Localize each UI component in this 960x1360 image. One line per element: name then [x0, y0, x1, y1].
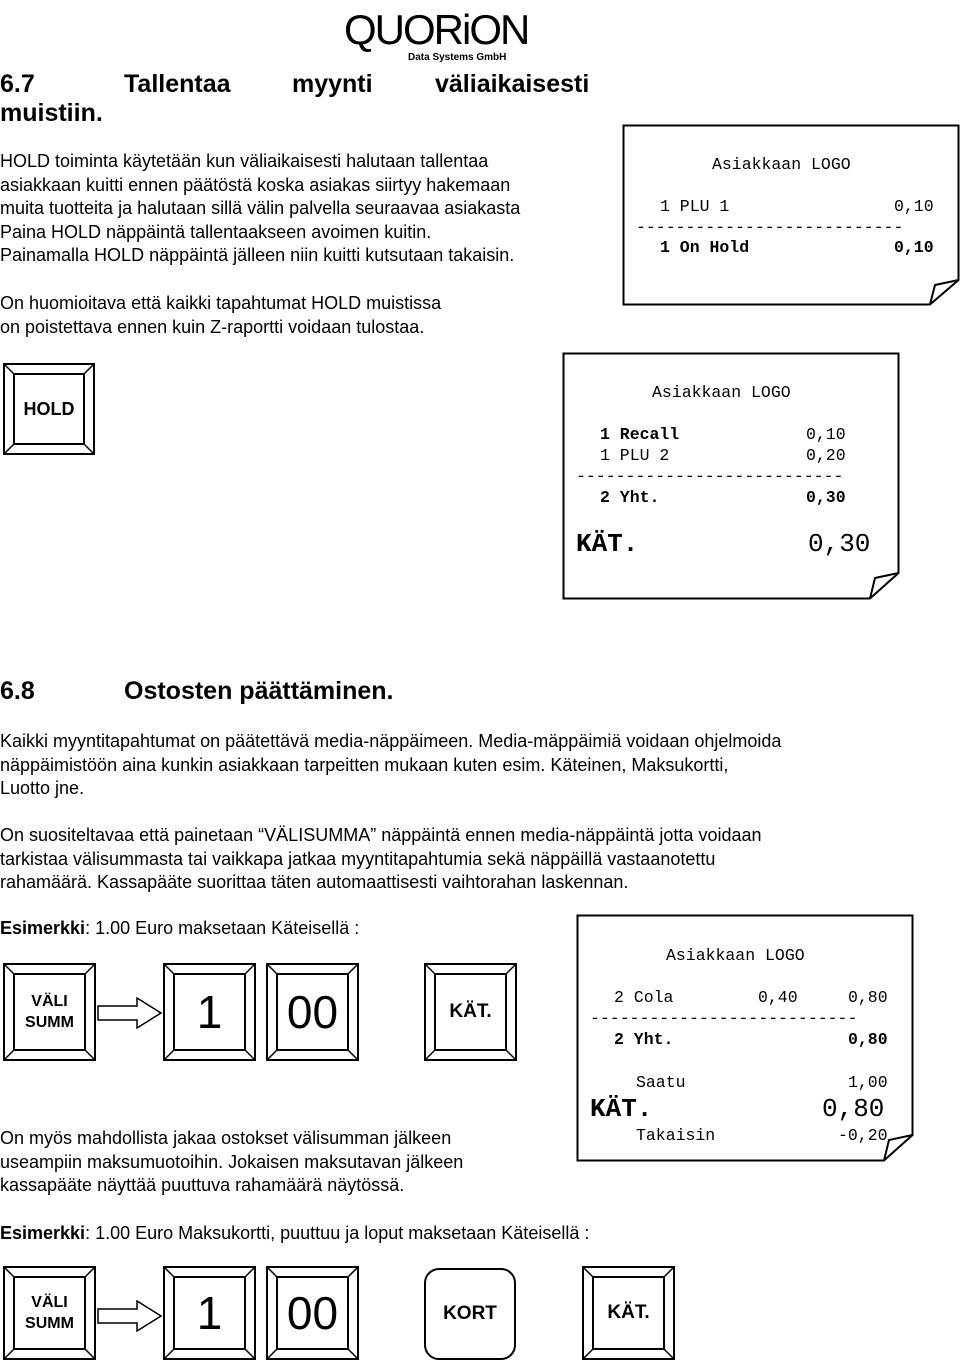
cash-key[interactable]: [582, 1266, 675, 1360]
text-line: useampiin maksumuotoihin. Jokaisen maksutavan jälkeen: [0, 1151, 464, 1172]
receipt-amount: 0,20: [806, 446, 846, 465]
receipt-logo: Asiakkaan LOGO: [712, 155, 851, 174]
text-line: On myös mahdollista jakaa ostokset välisumman jälkeen: [0, 1128, 452, 1148]
text-line: Kaikki myyntitapahtumat on päätettävä media-näppäimeen. Media-mäppäimiä voidaan ohjelmoida: [0, 731, 782, 751]
receipt-item: 2 Cola: [614, 988, 674, 1007]
receipt-on-hold: [622, 124, 960, 306]
text-line: on poistettava ennen kuin Z-raportti voidaan tulostaa.: [0, 316, 425, 337]
receipt-unit-price: 0,40: [758, 988, 798, 1007]
receipt-payment-label: KÄT.: [590, 1094, 653, 1124]
subtotal-key-line2: SUMM: [25, 1315, 74, 1332]
text-line: HOLD toiminta käytetään kun väliaikaisesti halutaan tallentaa: [0, 151, 489, 171]
receipt-logo: Asiakkaan LOGO: [666, 946, 805, 965]
receipt-item: 1 On Hold: [660, 238, 750, 257]
receipt-separator: ---------------------------: [636, 218, 904, 237]
text-line: näppäimistöön aina kunkin asiakkaan tarpeitten mukaan kuten esim. Käteinen, Maksukortti,: [0, 754, 729, 775]
arrow-right-icon: [97, 997, 163, 1029]
example-1: [0, 917, 359, 941]
receipt-item: 1 Recall: [600, 425, 680, 444]
cash-key[interactable]: [424, 963, 517, 1061]
receipt-amount: 0,80: [848, 988, 888, 1007]
subtotal-key-label: [3, 1266, 96, 1360]
subtotal-key-line2: SUMM: [25, 1014, 74, 1031]
receipt-recall: [562, 352, 900, 600]
digit-1-key[interactable]: [163, 1266, 256, 1360]
receipt-total-amount: 0,80: [848, 1030, 888, 1049]
logo-subtitle: Data Systems GmbH: [408, 52, 507, 63]
receipt-item: 1 PLU 1: [660, 197, 730, 216]
digit-00-key[interactable]: [266, 963, 359, 1061]
receipt-change-label: Takaisin: [636, 1126, 716, 1145]
text-line: Painamalla HOLD näppäintä jälleen niin kuitti kutsutaan takaisin.: [0, 245, 515, 265]
example-label: Esimerkki: [0, 918, 86, 938]
receipt-logo: Asiakkaan LOGO: [652, 383, 791, 402]
section-number: 6.7: [0, 70, 35, 98]
card-key[interactable]: [424, 1268, 516, 1360]
section-title-word: Tallentaa: [124, 70, 231, 98]
hold-key-label: HOLD: [23, 398, 75, 419]
text-line: kassapääte näyttää puuttuva rahamäärä näytössä.: [0, 1175, 405, 1195]
receipt-payment-amount: 0,30: [808, 529, 871, 559]
receipt-amount: 0,10: [806, 425, 846, 444]
arrow-right-icon: [97, 1300, 163, 1332]
text-line: rahamäärä. Kassapääte suorittaa täten automaattisesti vaihtorahan laskennan.: [0, 872, 629, 892]
receipt-amount: 0,10: [894, 238, 934, 257]
digit-00-key[interactable]: [266, 1266, 359, 1360]
receipt-received-amount: 1,00: [848, 1073, 888, 1092]
section-title-line2: muistiin.: [0, 99, 103, 127]
card-key-label: KORT: [443, 1303, 497, 1324]
text-line: Paina HOLD näppäintä tallentaakseen avoimen kuitin.: [0, 221, 432, 242]
example-label: Esimerkki: [0, 1223, 86, 1243]
cash-key-label: KÄT.: [607, 1302, 650, 1323]
paragraph-media: [0, 730, 781, 801]
receipt-item: 1 PLU 2: [600, 446, 670, 465]
hold-key[interactable]: [3, 363, 95, 455]
cash-key-label: KÄT.: [449, 1001, 492, 1022]
paragraph-hold: [0, 150, 520, 268]
text-line: On suositeltavaa että painetaan “VÄLISUMMA” näppäintä ennen media-näppäintä jotta voidaan: [0, 825, 762, 845]
paragraph-note: [0, 292, 441, 339]
receipt-separator: ---------------------------: [576, 467, 844, 486]
subtotal-key[interactable]: [3, 1266, 96, 1360]
receipt-payment-label: KÄT.: [576, 529, 639, 559]
section-title-word: myynti: [292, 70, 373, 98]
subtotal-key-line1: VÄLI: [31, 993, 68, 1010]
logo-wordmark: QUORiON: [344, 6, 529, 53]
text-line: Luotto jne.: [0, 778, 85, 798]
paragraph-subtotal: [0, 824, 762, 895]
section-number: 6.8: [0, 677, 35, 705]
digit-00-label: 00: [286, 986, 339, 1038]
example-2: [0, 1222, 589, 1246]
receipt-total-label: 2 Yht.: [600, 488, 660, 507]
quorion-logo: [344, 4, 556, 64]
receipt-cash: [576, 914, 914, 1162]
digit-1-key[interactable]: [163, 963, 256, 1061]
digit-00-label: 00: [286, 1287, 339, 1339]
section-title: Ostosten päättäminen.: [124, 677, 394, 705]
receipt-total-label: 2 Yht.: [614, 1030, 674, 1049]
receipt-received-label: Saatu: [636, 1073, 686, 1092]
example-text: : 1.00 Euro Maksukortti, puuttuu ja loput maksetaan Käteisellä :: [85, 1223, 590, 1243]
digit-1-label: 1: [196, 1287, 223, 1339]
example-text: : 1.00 Euro maksetaan Käteisellä :: [85, 918, 360, 938]
paragraph-split-payment: [0, 1127, 463, 1198]
receipt-separator: ---------------------------: [590, 1009, 858, 1028]
text-line: tarkistaa välisummasta tai vaikkapa jatkaa myyntitapahtumia sekä näppäillä vastaanotettu: [0, 848, 716, 869]
subtotal-key-line1: VÄLI: [31, 1294, 68, 1311]
text-line: On huomioitava että kaikki tapahtumat HOLD muistissa: [0, 293, 442, 313]
receipt-total-amount: 0,30: [806, 488, 846, 507]
text-line: muita tuotteita ja halutaan sillä välin palvella seuraavaa asiakasta: [0, 198, 521, 218]
section-title-word: väliaikaisesti: [435, 70, 590, 98]
subtotal-key-label: [3, 963, 96, 1061]
digit-1-label: 1: [196, 986, 223, 1038]
subtotal-key[interactable]: [3, 963, 96, 1061]
receipt-payment-amount: 0,80: [822, 1094, 885, 1124]
receipt-change-amount: -0,20: [838, 1126, 888, 1145]
text-line: asiakkaan kuitti ennen päätöstä koska asiakas siirtyy hakemaan: [0, 174, 511, 195]
receipt-amount: 0,10: [894, 197, 934, 216]
